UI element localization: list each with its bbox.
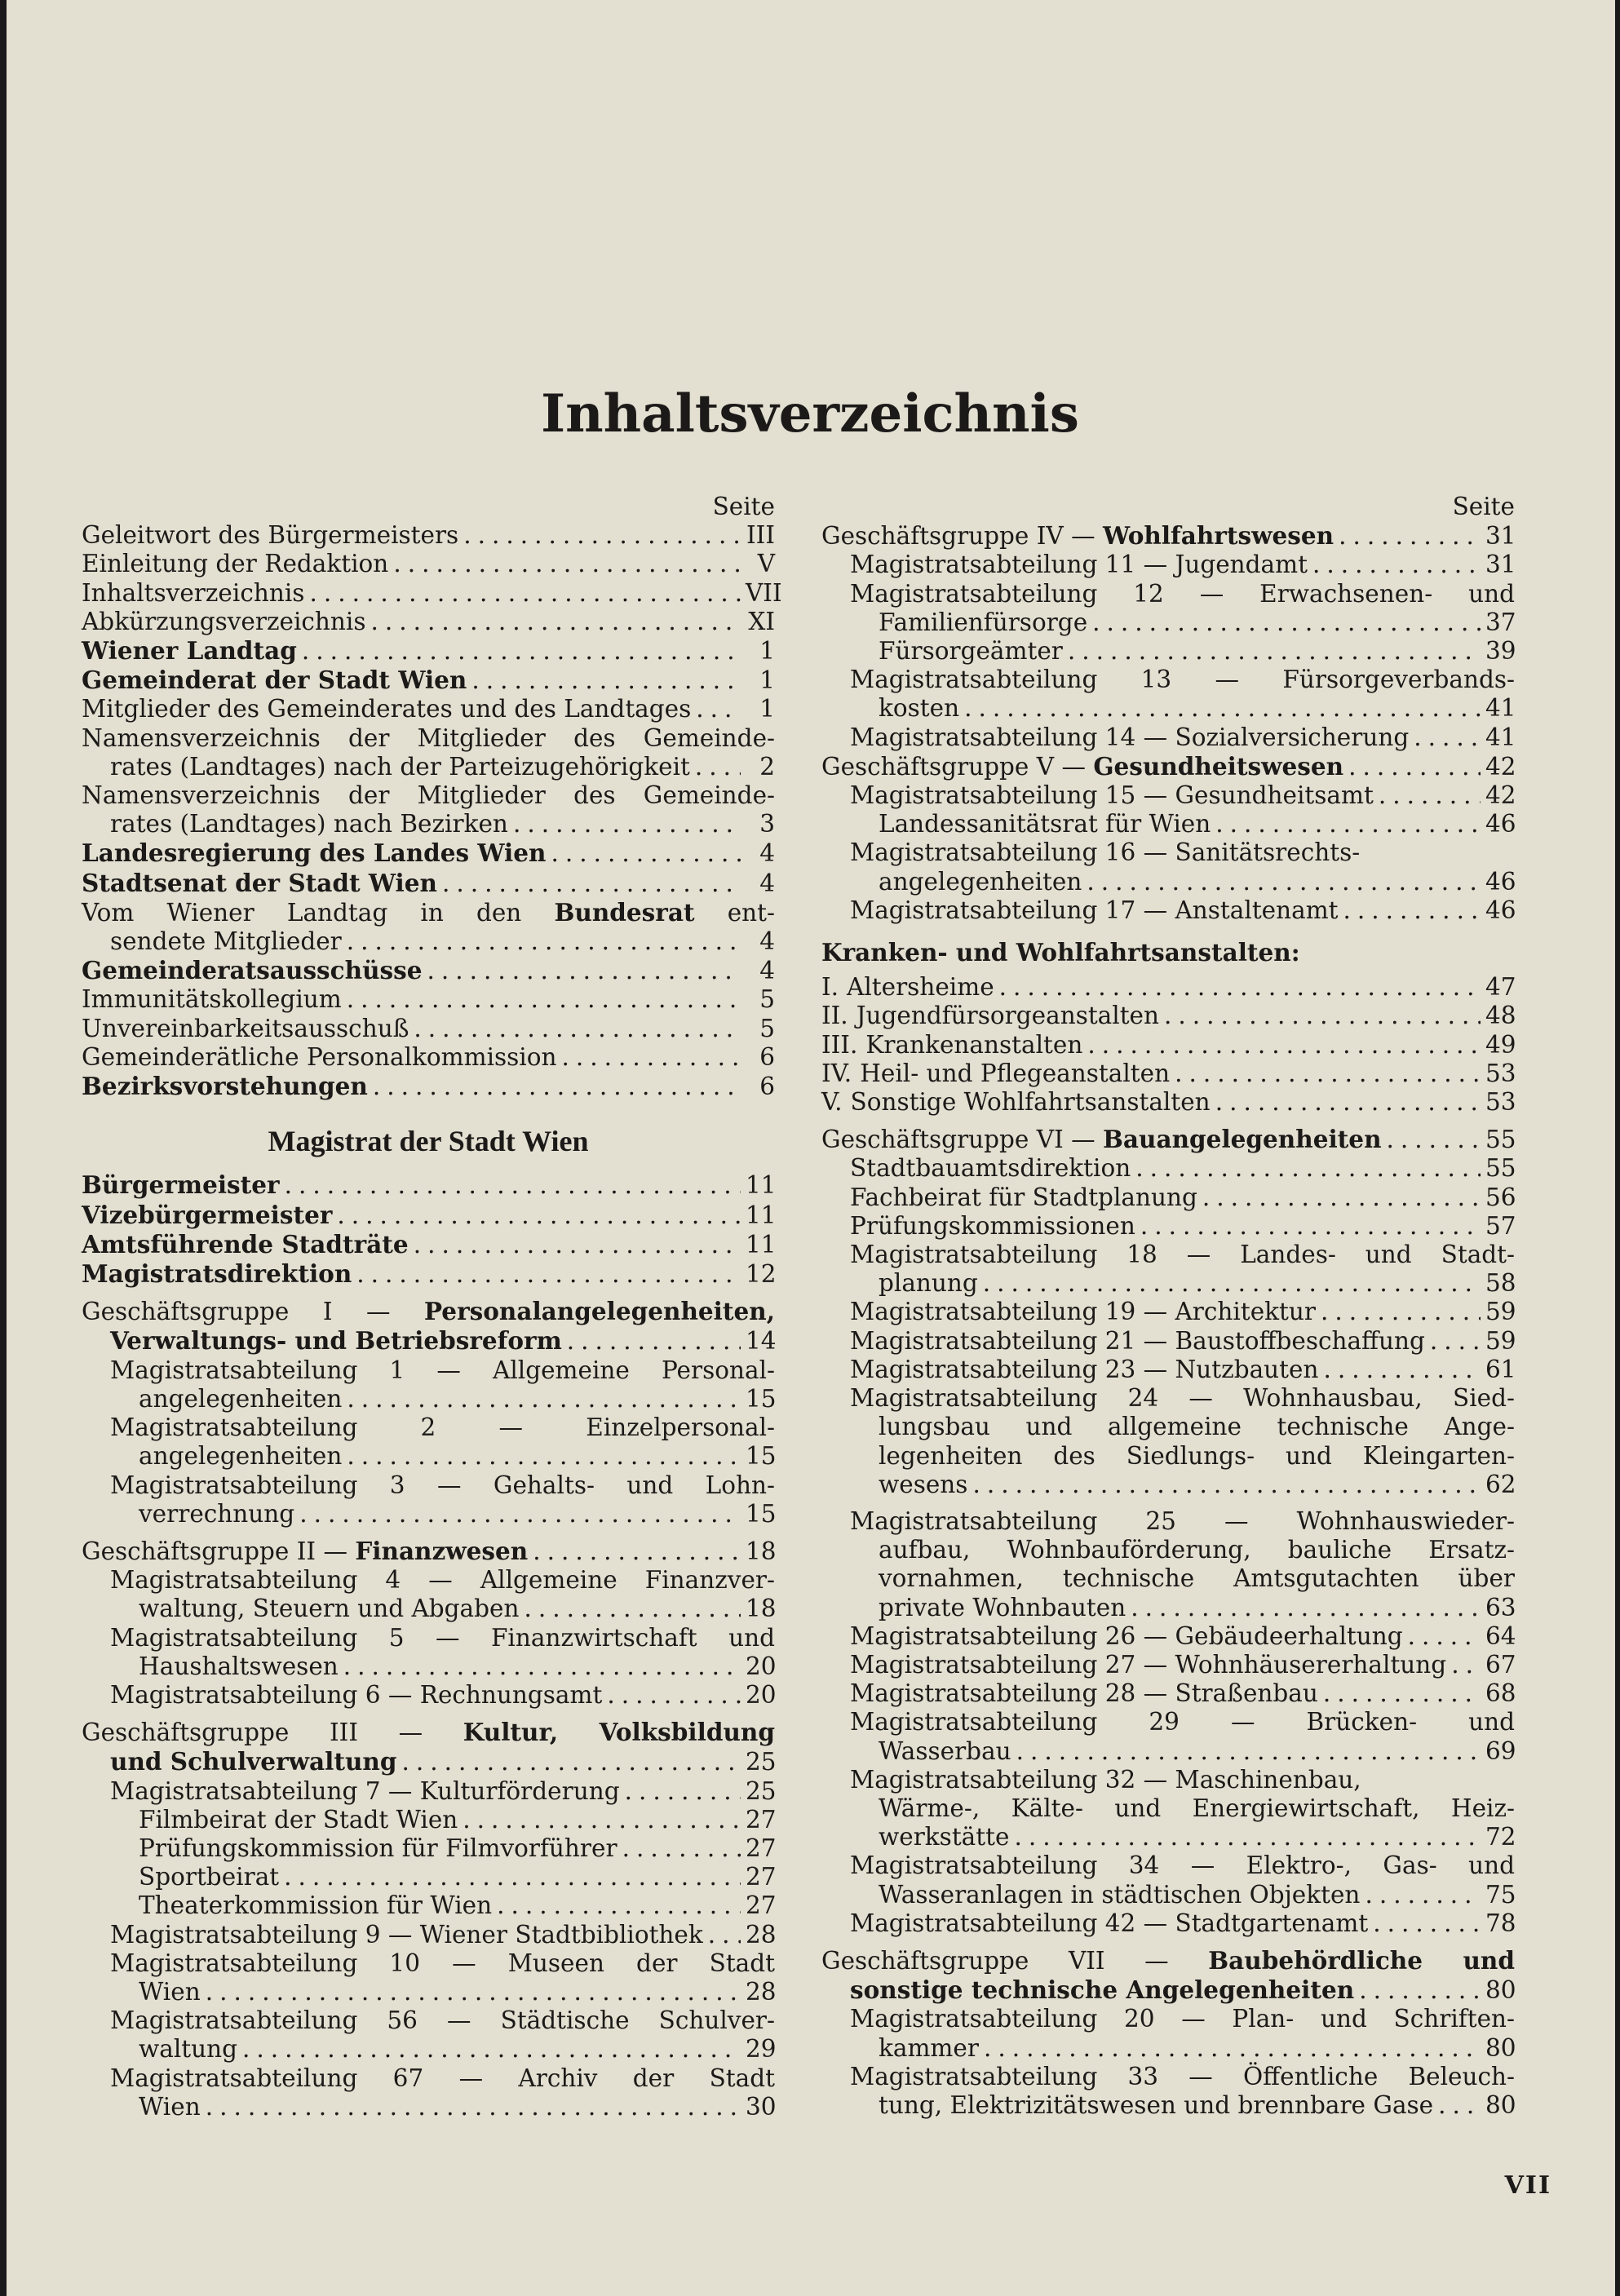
entry-text: Magistratsabteilung 42 — Stadtgartenamt (850, 1909, 1369, 1937)
entry-line: Magistratsabteilung 16 — Sanitätsrechts- (850, 838, 1361, 867)
toc-entry (821, 973, 1515, 1002)
page-ref: 27 (746, 1834, 777, 1862)
toc-entry (82, 521, 775, 550)
entry-text: Prüfungskommissionen (850, 1211, 1135, 1240)
entry-line: Magistratsabteilung 56 — Städtische Schulver- (110, 2006, 775, 2035)
entry-line: lungsbau und allgemeine technische Ange- (879, 1413, 1515, 1441)
page-number: VII (1504, 2171, 1551, 2200)
page-ref: 37 (1485, 608, 1516, 636)
toc-entry (82, 550, 775, 578)
page-ref: 18 (746, 1537, 777, 1565)
entry-text: Magistratsabteilung 27 — Wohnhäusererhaltung (850, 1650, 1447, 1679)
entry-text: Vizebürgermeister (82, 1200, 333, 1229)
entry-line: Magistratsabteilung 1 — Allgemeine Personal- (110, 1356, 775, 1384)
toc-entry (821, 1909, 1515, 1938)
entry-text: Immunitätskollegium (82, 985, 342, 1014)
toc-entry (821, 551, 1515, 579)
page-ref: 28 (746, 1920, 777, 1949)
entry-text: Wien (139, 2092, 201, 2121)
page-ref: 6 (759, 1042, 775, 1071)
page-ref: 25 (746, 1776, 777, 1805)
entry-text: Geschäftsgruppe II — (82, 1537, 356, 1565)
toc-entry (821, 2063, 1515, 2120)
entry-line: Magistratsabteilung 20 — Plan- und Schriften- (850, 2005, 1515, 2033)
toc-entry (821, 1766, 1515, 1852)
toc-entry-gg3 (82, 1718, 775, 1776)
entry-text: kosten (879, 694, 960, 723)
page-ref: 48 (1485, 1002, 1516, 1030)
page-ref: 20 (746, 1652, 777, 1680)
toc-entry (82, 1681, 775, 1710)
page-ref: III (746, 521, 775, 550)
page-ref: 6 (759, 1073, 775, 1101)
page-ref: 30 (746, 2092, 777, 2121)
toc-entry (82, 1949, 775, 2006)
page-ref: 75 (1485, 1880, 1516, 1909)
toc-entry (82, 1015, 775, 1043)
page-ref: 4 (759, 957, 775, 985)
entry-text: angelegenheiten (139, 1384, 343, 1413)
page-ref: 3 (759, 810, 775, 838)
right-column (821, 493, 1515, 2120)
toc-entry (82, 578, 782, 608)
toc-entry-gg7 (821, 1946, 1515, 2005)
toc-entry (821, 1356, 1515, 1384)
section-heading-kranken: Kranken- und Wohlfahrtsanstalten: (821, 938, 1300, 967)
entry-text: Theaterkommission für Wien (139, 1891, 493, 1920)
entry-text: Magistratsabteilung 15 — Gesundheitsamt (850, 781, 1374, 810)
page-ref: 46 (1485, 896, 1516, 924)
entry-text: rates (Landtages) nach der Parteizugehörigkeit (110, 752, 690, 781)
page-ref: 12 (746, 1260, 777, 1289)
section-heading-magistrat: Magistrat der Stadt Wien (268, 1125, 589, 1158)
page-ref: 31 (1485, 551, 1516, 579)
page-ref: 11 (746, 1201, 777, 1229)
page-ref: 55 (1485, 1154, 1516, 1183)
toc-entry (821, 1507, 1515, 1622)
page-ref: 47 (1485, 973, 1516, 1002)
entry-text: Wiener Landtag (82, 636, 297, 666)
page-ref: 1 (759, 666, 775, 695)
entry-text: private Wohnbauten (879, 1593, 1126, 1621)
page-ref: 31 (1485, 522, 1516, 551)
toc-entry (82, 1259, 775, 1289)
entry-text: Fachbeirat für Stadtplanung (850, 1183, 1197, 1211)
entry-text: Magistratsabteilung 17 — Anstaltenamt (850, 896, 1339, 924)
page-ref: 14 (746, 1327, 777, 1356)
entry-text: Geschäftsgruppe III — (82, 1719, 463, 1747)
entry-text: Unvereinbarkeitsausschuß (82, 1014, 409, 1042)
entry-line: Namensverzeichnis der Mitglieder des Gemeinde- (82, 723, 775, 752)
entry-text: Sonstige Wohlfahrtsanstalten (850, 1088, 1211, 1117)
entry-text-bold: Finanzwesen (355, 1536, 529, 1565)
entry-text: verrechnung (139, 1499, 295, 1528)
page-ref: 15 (746, 1442, 777, 1471)
page-ref: 29 (746, 2035, 777, 2064)
entry-text: Vom Wiener Landtag in den (82, 898, 555, 927)
toc-entry (82, 1566, 775, 1623)
page-ref: 49 (1485, 1030, 1516, 1059)
toc-entry (821, 1241, 1515, 1298)
page-ref: 15 (746, 1499, 777, 1528)
page-ref: 46 (1485, 867, 1516, 896)
entry-line: Magistratsabteilung 34 — Elektro-, Gas- und (850, 1851, 1515, 1880)
page-ref: 2 (759, 752, 775, 781)
entry-line: Magistratsabteilung 10 — Museen der Stadt (110, 1949, 775, 1977)
page-ref: V (757, 550, 775, 578)
entry-text: Jugendfürsorgeanstalten (856, 1002, 1160, 1030)
entry-text: Magistratsabteilung 26 — Gebäudeerhaltung (850, 1621, 1403, 1650)
page-ref: 4 (759, 839, 775, 868)
entry-text-bold: und Schulverwaltung (110, 1747, 397, 1776)
entry-text: Bürgermeister (82, 1170, 280, 1200)
page-ref: 55 (1485, 1126, 1516, 1154)
page-ref: 78 (1485, 1909, 1516, 1937)
entry-line: Magistratsabteilung 25 — Wohnhauswieder- (850, 1506, 1515, 1535)
entry-line: Magistratsabteilung 18 — Landes- und Stadt- (850, 1241, 1515, 1269)
page-ref: 27 (746, 1891, 777, 1920)
page-ref: 72 (1485, 1823, 1516, 1851)
entry-text: Inhaltsverzeichnis (82, 578, 305, 607)
toc-entry-namens1 (82, 724, 775, 781)
entry-text: Heil- und Pflegeanstalten (860, 1059, 1171, 1087)
entry-text: Bezirksvorstehungen (82, 1072, 368, 1101)
seite-label: Seite (712, 493, 775, 520)
toc-entry (82, 1834, 775, 1863)
page-ref: 27 (746, 1805, 777, 1834)
toc-entry (821, 580, 1515, 637)
toc-entry-gg2 (82, 1537, 775, 1566)
entry-text-bold: Personalangelegenheiten, (423, 1297, 775, 1326)
entry-text-bold: Kultur, Volksbildung (463, 1718, 775, 1747)
entry-text: Landessanitätsrat für Wien (879, 810, 1211, 838)
toc-entry-gg5 (821, 752, 1515, 781)
page-ref: 39 (1485, 637, 1516, 666)
page-ref: 56 (1485, 1183, 1516, 1211)
toc-entry (82, 1863, 775, 1891)
toc-entry (821, 810, 1515, 838)
entry-text: Einleitung der Redaktion (82, 550, 389, 578)
entry-text: wesens (879, 1470, 968, 1498)
roman-numeral: II. (821, 1002, 848, 1030)
page-ref: 62 (1485, 1470, 1516, 1498)
entry-text: Geschäftsgruppe VI — (821, 1126, 1103, 1154)
toc-entry (82, 1471, 775, 1528)
page-ref: XI (748, 607, 775, 635)
entry-text: Haushaltswesen (139, 1652, 339, 1680)
page-ref: 5 (759, 985, 775, 1014)
entry-text: Abkürzungsverzeichnis (82, 607, 366, 635)
entry-text: Magistratsabteilung 14 — Sozialversicherung (850, 723, 1410, 751)
toc-entry (821, 838, 1515, 896)
toc-entry (82, 2064, 775, 2121)
entry-text-bold: Wohlfahrtswesen (1102, 521, 1335, 551)
page-ref: 28 (746, 1977, 777, 2006)
entry-text: Geschäftsgruppe V — (821, 752, 1094, 781)
entry-line: Namensverzeichnis der Mitglieder des Gemeinde- (82, 781, 775, 810)
entry-text-bold: sonstige technische Angelegenheiten (850, 1975, 1355, 2005)
page-ref: 58 (1485, 1269, 1516, 1298)
entry-text: Fürsorgeämter (879, 637, 1063, 666)
page-ref: 63 (1485, 1593, 1516, 1621)
entry-text: Mitglieder des Gemeinderates und des Landtages (82, 695, 692, 723)
entry-text: werkstätte (879, 1823, 1010, 1851)
entry-text: ent- (694, 898, 775, 927)
entry-text: tung, Elektrizitätswesen und brennbare Gase (879, 2090, 1434, 2119)
roman-numeral: V. (821, 1088, 843, 1117)
entry-text-bold: Bundesrat (554, 897, 695, 927)
toc-entry (82, 1624, 775, 1681)
entry-text: Magistratsdirektion (82, 1259, 352, 1289)
toc-entry (82, 956, 775, 985)
toc-entry (821, 723, 1515, 752)
toc-entry (821, 1212, 1515, 1241)
toc-entry (821, 1002, 1515, 1030)
page-ref: 80 (1485, 2090, 1516, 2119)
toc-entry-bundesrat (82, 898, 775, 956)
page-ref: 11 (746, 1230, 777, 1259)
entry-line: Magistratsabteilung 4 — Allgemeine Finanzver- (110, 1566, 775, 1595)
toc-entry (821, 1622, 1515, 1651)
page-ref: 80 (1485, 2033, 1516, 2062)
page-ref: 53 (1485, 1059, 1516, 1087)
seite-label: Seite (1452, 493, 1515, 520)
entry-line: aufbau, Wohnbauförderung, bauliche Ersatz- (879, 1536, 1515, 1564)
page-ref: 27 (746, 1863, 777, 1891)
toc-entry-gg1 (82, 1297, 775, 1356)
toc-entry (821, 1651, 1515, 1679)
toc-entry (82, 636, 775, 666)
entry-text: Familienfürsorge (879, 608, 1088, 636)
page-ref: 42 (1485, 752, 1516, 781)
page-ref: 59 (1485, 1298, 1516, 1326)
page-ref: 41 (1485, 723, 1516, 751)
entry-line: Magistratsabteilung 13 — Fürsorgeverbands- (850, 666, 1515, 694)
entry-line: Wärme-, Kälte- und Energiewirtschaft, Heiz- (879, 1794, 1515, 1822)
toc-entry (82, 1356, 775, 1413)
entry-text: waltung (139, 2035, 238, 2064)
entry-text: Wasseranlagen in städtischen Objekten (879, 1880, 1361, 1909)
toc-entry (82, 608, 775, 636)
page-ref: 53 (1485, 1088, 1516, 1117)
left-column (82, 493, 782, 2121)
entry-text: Magistratsabteilung 28 — Straßenbau (850, 1679, 1318, 1708)
toc-entry (82, 1777, 775, 1806)
toc-entry (821, 1088, 1515, 1117)
page-ref: 18 (746, 1595, 777, 1623)
entry-text-bold: Bauangelegenheiten (1102, 1125, 1382, 1154)
toc-entry (82, 1413, 775, 1471)
page-ref: VII (746, 578, 782, 607)
toc-entry (82, 985, 775, 1014)
toc-entry (821, 1851, 1515, 1909)
page-ref: 1 (759, 695, 775, 723)
entry-text: Krankenanstalten (865, 1030, 1083, 1059)
entry-line: vornahmen, technische Amtsgutachten über (879, 1564, 1515, 1593)
entry-text: Gemeinderätliche Personalkommission (82, 1042, 557, 1071)
entry-text: Magistratsabteilung 11 — Jugendamt (850, 551, 1308, 579)
entry-text: Magistratsabteilung 6 — Rechnungsamt (110, 1680, 603, 1709)
entry-text-bold: Verwaltungs- und Betriebsreform (110, 1326, 562, 1356)
toc-entry (821, 781, 1515, 810)
toc-entry (821, 1708, 1515, 1765)
entry-text: Geschäftsgruppe VII — (821, 1946, 1209, 1975)
toc-entry-namens2 (82, 781, 775, 838)
roman-numeral: III. (821, 1030, 858, 1059)
entry-line: Magistratsabteilung 24 — Wohnhausbau, Sied- (850, 1384, 1515, 1413)
entry-line: Magistratsabteilung 2 — Einzelpersonal- (110, 1413, 775, 1442)
entry-text: Prüfungskommission für Filmvorführer (139, 1834, 617, 1862)
entry-text: Wien (139, 1977, 201, 2006)
entry-line: Magistratsabteilung 3 — Gehalts- und Lohn- (110, 1471, 775, 1499)
entry-text: Stadtsenat der Stadt Wien (82, 868, 437, 897)
toc-entry (821, 1183, 1515, 1212)
entry-text: Magistratsabteilung 9 — Wiener Stadtbibliothek (110, 1920, 703, 1949)
page-ref: 4 (759, 927, 775, 956)
page-ref: 68 (1485, 1679, 1516, 1708)
entry-text: kammer (879, 2033, 979, 2062)
page-ref: 15 (746, 1384, 777, 1413)
entry-text: Magistratsabteilung 23 — Nutzbauten (850, 1355, 1319, 1383)
toc-entry (82, 695, 775, 723)
toc-entry (82, 2006, 775, 2064)
page-ref: 57 (1485, 1211, 1516, 1240)
entry-text: Landesregierung des Landes Wien (82, 838, 547, 868)
entry-text: angelegenheiten (879, 867, 1082, 896)
page-ref: 11 (746, 1171, 777, 1200)
toc-entry (82, 1230, 775, 1259)
page-ref: 64 (1485, 1621, 1516, 1650)
toc-entry (821, 666, 1515, 723)
toc-entry (821, 637, 1515, 666)
entry-line: Magistratsabteilung 29 — Brücken- und (850, 1708, 1515, 1736)
entry-text: Gemeinderatsausschüsse (82, 956, 423, 985)
page-ref: 5 (759, 1014, 775, 1042)
entry-line: legenheiten des Siedlungs- und Kleingarten- (879, 1441, 1515, 1470)
entry-text: angelegenheiten (139, 1442, 343, 1471)
entry-text: Altersheime (847, 973, 994, 1002)
entry-text-bold: Gesundheitswesen (1093, 751, 1344, 781)
entry-text: Sportbeirat (139, 1863, 280, 1891)
entry-text: Geleitwort des Bürgermeisters (82, 521, 459, 550)
entry-text: Gemeinderat der Stadt Wien (82, 666, 467, 695)
toc-entry (82, 1043, 775, 1072)
entry-line: Magistratsabteilung 33 — Öffentliche Beleuch- (850, 2062, 1515, 2090)
entry-text: Amtsführende Stadträte (82, 1229, 409, 1259)
entry-text: Wasserbau (879, 1736, 1011, 1765)
entry-text: Geschäftsgruppe I — (82, 1298, 424, 1326)
page-ref: 46 (1485, 810, 1516, 838)
entry-line: Magistratsabteilung 12 — Erwachsenen- und (850, 579, 1515, 608)
entry-text: Magistratsabteilung 7 — Kulturförderung (110, 1776, 620, 1805)
entry-line: Magistratsabteilung 32 — Maschinenbau, (850, 1765, 1361, 1794)
toc-entry (82, 1891, 775, 1920)
page-ref: 1 (759, 637, 775, 666)
entry-text: Magistratsabteilung 19 — Architektur (850, 1298, 1317, 1326)
page-ref: 41 (1485, 694, 1516, 723)
toc-entry (82, 1170, 775, 1200)
page-title: Inhaltsverzeichnis (541, 383, 1079, 445)
entry-text: Stadtbauamtsdirektion (850, 1154, 1131, 1183)
toc-entry (821, 1384, 1515, 1499)
toc-entry (821, 1060, 1515, 1088)
roman-numeral: I. (821, 973, 839, 1002)
entry-text: Geschäftsgruppe IV — (821, 522, 1103, 551)
page-ref: 69 (1485, 1736, 1516, 1765)
entry-line: Magistratsabteilung 67 — Archiv der Stadt (110, 2064, 775, 2092)
page-ref: 67 (1485, 1650, 1516, 1679)
entry-text: sendete Mitglieder (110, 927, 342, 956)
toc-entry (82, 666, 775, 695)
page-ref: 59 (1485, 1326, 1516, 1355)
toc-entry (821, 2005, 1515, 2062)
page-ref: 42 (1485, 781, 1516, 810)
toc-entry (821, 1154, 1515, 1183)
toc-entry (821, 896, 1515, 925)
toc-entry-gg4 (821, 521, 1515, 551)
page-ref: 61 (1485, 1355, 1516, 1383)
toc-entry (82, 1806, 775, 1834)
toc-entry (82, 1201, 775, 1230)
roman-numeral: IV. (821, 1059, 852, 1087)
entry-text: rates (Landtages) nach Bezirken (110, 810, 508, 838)
entry-line: Magistratsabteilung 5 — Finanzwirtschaft und (110, 1623, 775, 1652)
toc-entry-gg6 (821, 1125, 1515, 1154)
toc-entry (82, 838, 775, 868)
page-ref: 4 (759, 869, 775, 897)
entry-text-bold: Baubehördliche und (1208, 1945, 1516, 1975)
toc-entry (821, 1031, 1515, 1060)
page-ref: 80 (1485, 1976, 1516, 2005)
entry-text: planung (879, 1269, 978, 1298)
toc-entry (82, 1072, 775, 1101)
page-ref: 20 (746, 1680, 777, 1709)
toc-entry (82, 869, 775, 898)
toc-entry (821, 1327, 1515, 1356)
toc-entry (82, 1921, 775, 1949)
page-ref: 25 (746, 1748, 777, 1776)
entry-text: waltung, Steuern und Abgaben (139, 1595, 520, 1623)
entry-text: Magistratsabteilung 21 — Baustoffbeschaffung (850, 1326, 1425, 1355)
toc-entry (821, 1298, 1515, 1326)
entry-text: Filmbeirat der Stadt Wien (139, 1805, 458, 1834)
toc-entry (821, 1679, 1515, 1708)
